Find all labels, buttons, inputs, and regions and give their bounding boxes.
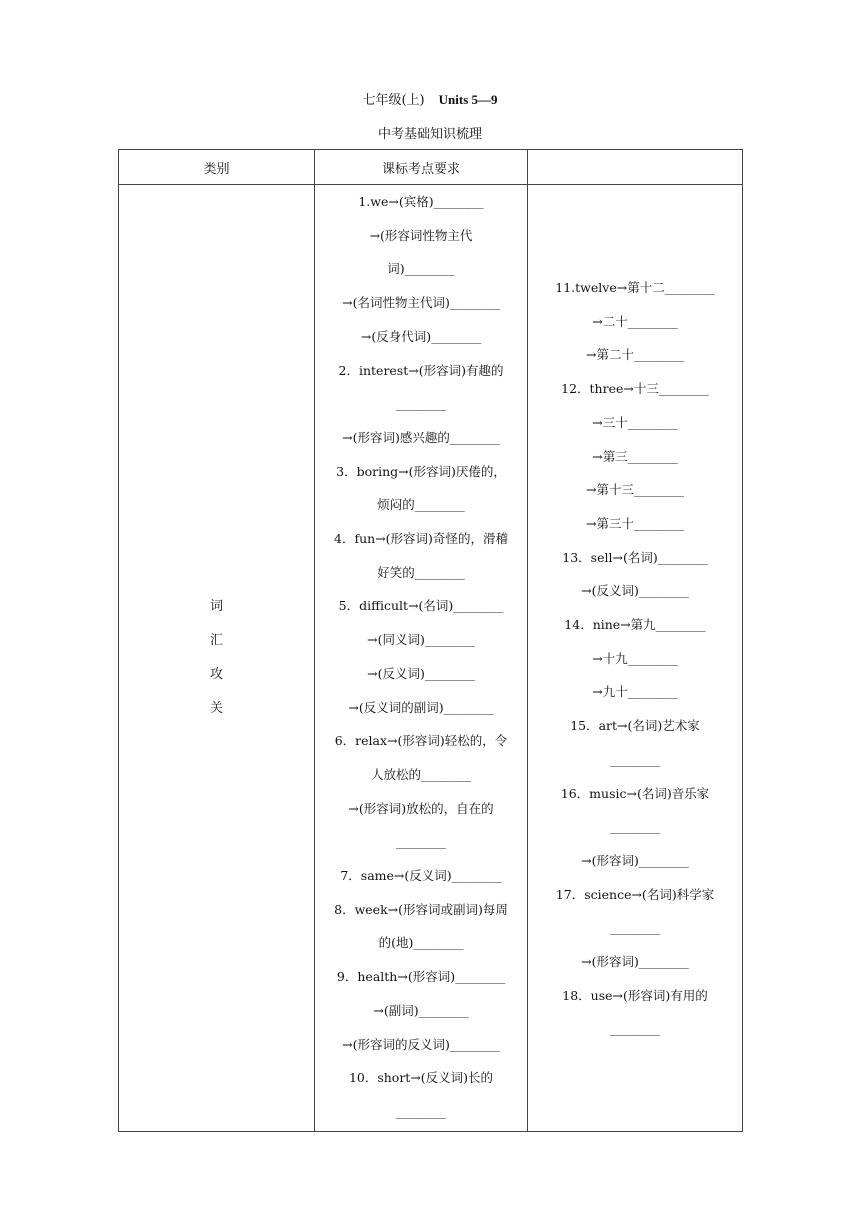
exercise-line: →(形容词)放松的，自在的	[348, 800, 494, 816]
vocabulary-table	[118, 149, 743, 1132]
exercise-line: 18．use→(形容词)有用的	[562, 987, 708, 1003]
requirements-cell-left	[315, 185, 528, 1132]
exercise-line: →(形容词性物主代	[369, 227, 473, 243]
exercise-line: →第二十________	[586, 347, 684, 363]
exercise-line: 1.we→(宾格)________	[358, 194, 484, 209]
exercise-line: →(反义词)________	[367, 665, 475, 681]
exercise-line: 2．interest→(形容词)有趣的	[338, 362, 504, 378]
exercise-line: ________	[610, 751, 660, 767]
exercise-line: 14．nine→第九________	[564, 617, 706, 633]
header-empty	[528, 150, 743, 185]
exercise-line: 9．health→(形容词)________	[336, 969, 506, 985]
exercise-line: 3．boring→(形容词)厌倦的，	[336, 463, 506, 479]
exercise-line: 5．difficult→(名词)________	[338, 598, 504, 614]
exercise-line: →(名词性物主代词)________	[342, 295, 500, 311]
exercise-line: 人放松的________	[370, 766, 471, 782]
exercise-line: 烦闷的________	[377, 497, 465, 513]
exercise-line: ________	[396, 834, 446, 850]
exercise-line: →第三________	[592, 448, 678, 464]
exercise-line: →(副词)________	[373, 1002, 469, 1018]
exercise-line: ________	[610, 819, 660, 835]
exercise-line: 12．three→十三________	[561, 381, 709, 397]
exercise-line: 4．fun→(形容词)奇怪的，滑稽	[334, 531, 508, 547]
page-subtitle: 中考基础知识梳理	[377, 127, 482, 142]
title-units: Units 5—9	[438, 92, 498, 107]
exercise-line: 7．same→(反义词)________	[340, 868, 502, 884]
exercise-line: →九十________	[592, 684, 678, 700]
exercise-line: 好笑的________	[377, 564, 465, 580]
exercise-line: 词)________	[387, 261, 455, 277]
exercise-line: 16．music→(名词)音乐家	[560, 785, 710, 801]
table-header-row	[119, 150, 743, 185]
exercise-line: →(反义词的副词)________	[348, 699, 494, 715]
category-char: 攻	[209, 667, 223, 682]
exercise-line: →二十________	[592, 313, 678, 329]
exercise-line: ________	[610, 1021, 660, 1037]
exercise-line: 的(地)________	[378, 935, 464, 951]
exercise-line: →(同义词)________	[367, 632, 475, 648]
exercise-line: 17．science→(名词)科学家	[555, 886, 715, 902]
exercise-line: →三十________	[592, 414, 678, 430]
header-requirements: 课标考点要求	[315, 150, 528, 185]
title-grade: 七年级(上)	[362, 93, 425, 108]
header-category: 类别	[119, 150, 315, 185]
exercise-line: ________	[396, 396, 446, 412]
exercise-line: 15．art→(名词)艺术家	[570, 718, 700, 734]
category-char: 关	[209, 701, 223, 716]
table-row	[119, 185, 743, 1132]
exercise-line: →(反身代词)________	[360, 328, 482, 344]
exercise-line: →(反义词)________	[581, 583, 689, 599]
requirements-cell-right	[528, 185, 743, 1132]
exercise-line: →(形容词)________	[581, 954, 689, 970]
exercise-line: →(形容词)________	[581, 852, 689, 868]
exercise-line: →第三十________	[586, 515, 684, 531]
exercise-line: 11.twelve→第十二________	[555, 280, 715, 295]
category-cell	[119, 185, 315, 1132]
exercise-line: 10．short→(反义词)长的	[348, 1070, 494, 1086]
exercise-line: →第十三________	[586, 482, 684, 498]
exercise-line: →(形容词的反义词)________	[342, 1036, 500, 1052]
page-title	[0, 89, 860, 108]
category-char: 汇	[209, 633, 223, 648]
exercise-line: ________	[396, 1103, 446, 1119]
category-char: 词	[209, 599, 223, 614]
exercise-line: →十九________	[592, 650, 678, 666]
exercise-line: →(形容词)感兴趣的________	[342, 429, 500, 445]
exercise-line: 13．sell→(名词)________	[562, 549, 708, 565]
exercise-line: ________	[610, 920, 660, 936]
exercise-line: 6．relax→(形容词)轻松的，令	[334, 733, 508, 749]
exercise-line: 8．week→(形容词或副词)每周	[334, 901, 508, 917]
